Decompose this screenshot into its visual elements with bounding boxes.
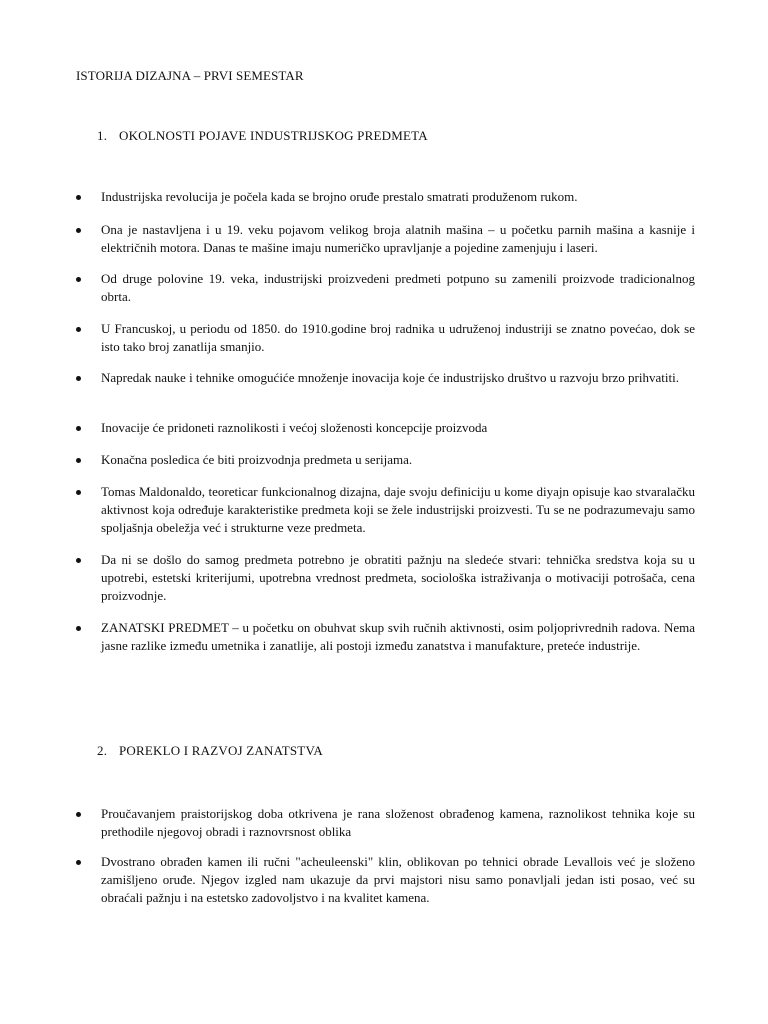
bullet-icon: [76, 376, 81, 381]
document-title: ISTORIJA DIZAJNA – PRVI SEMESTAR: [76, 68, 304, 83]
bullet-icon: [76, 558, 81, 563]
list-item: [76, 805, 695, 841]
list-item-text: ZANATSKI PREDMET – u početku on obuhvat skup svih ručnih aktivnosti, osim poljoprivrednih radova. Nema jasne razlike između umetnika i zanatlije, ali postoji između zanatstva i manufakture, preteće industrije.: [101, 620, 695, 653]
list-item: [76, 419, 695, 437]
list-item-text: Od druge polovine 19. veka, industrijski proizvedeni predmeti potpuno su zamenili proizvode tradicionalnog obrta.: [101, 271, 695, 304]
list-item-text: Napredak nauke i tehnike omogućiće množenje inovacija koje će industrijsko društvo u razvoju brzo prihvatiti.: [101, 370, 679, 385]
bullet-icon: [76, 458, 81, 463]
section-1-title: OKOLNOSTI POJAVE INDUSTRIJSKOG PREDMETA: [119, 128, 428, 143]
section-2-heading: [97, 743, 323, 759]
section-1-number: 1.: [97, 128, 108, 143]
list-item-text: Proučavanjem praistorijskog doba otkrivena je rana složenost obrađenog kamena, raznolikost tehnika koje su prethodile njegovoj obradi i raznovrsnost oblika: [101, 806, 695, 839]
list-item: [76, 270, 695, 306]
section-1-heading: [97, 128, 428, 144]
list-item-text: Tomas Maldonaldo, teoreticar funkcionalnog dizajna, daje svoju definiciju u kome diyajn opisuje kao stvaralačku aktivnost koja određuje karakteristike predmeta koji se žele industrijski proizvesti. Tu se ne podrazumevaju samo spoljašnja obeležja već i strukturne veze predmeta.: [101, 484, 695, 535]
bullet-icon: [76, 277, 81, 282]
list-item: [76, 619, 695, 655]
list-item-text: U Francuskoj, u periodu od 1850. do 1910.godine broj radnika u udruženoj industriji se znatno povećao, dok se isto tako broj zanatlija smanjio.: [101, 321, 695, 354]
list-item-text: Ona je nastavljena i u 19. veku pojavom velikog broja alatnih mašina – u početku parnih mašina a kasnije i električnih motora. Danas te mašine imaju numeričko upravljanje a pojedine zamenjuju i laseri.: [101, 222, 695, 255]
list-item: [76, 188, 695, 206]
list-item: [76, 221, 695, 257]
bullet-icon: [76, 812, 81, 817]
bullet-icon: [76, 860, 81, 865]
list-item: [76, 369, 695, 387]
bullet-icon: [76, 228, 81, 233]
list-item: [76, 483, 695, 537]
list-item-text: Dvostrano obrađen kamen ili ručni "acheuleenski" klin, oblikovan po tehnici obrade Levallois već je složeno zamišljeno oruđe. Njegov izgled nam ukazuje da prvi majstori nisu samo ponavljali jedan isti posao, već su obraćali pažnju i na estetsko zadovoljstvo i na kvalitet kamena.: [101, 854, 695, 905]
section-2-title: POREKLO I RAZVOJ ZANATSTVA: [119, 743, 323, 758]
list-item: [76, 451, 695, 469]
list-item: [76, 853, 695, 907]
bullet-icon: [76, 195, 81, 200]
list-item-text: Da ni se došlo do samog predmeta potrebno je obratiti pažnju na sledeće stvari: tehnička sredstva koja su u upotrebi, estetski kriterijumi, upotrebna vrednost predmeta, sociološka istraživanja o motivaciji potrošača, cena proizvodnje.: [101, 552, 695, 603]
list-item: [76, 320, 695, 356]
list-item-text: Industrijska revolucija je počela kada se brojno oruđe prestalo smatrati produženom rukom.: [101, 189, 578, 204]
section-2-number: 2.: [97, 743, 108, 758]
list-item-text: Konačna posledica će biti proizvodnja predmeta u serijama.: [101, 452, 413, 467]
bullet-icon: [76, 426, 81, 431]
list-item: [76, 551, 695, 605]
bullet-icon: [76, 626, 81, 631]
bullet-icon: [76, 327, 81, 332]
list-item-text: Inovacije će pridoneti raznolikosti i većoj složenosti koncepcije proizvoda: [101, 420, 488, 435]
bullet-icon: [76, 490, 81, 495]
